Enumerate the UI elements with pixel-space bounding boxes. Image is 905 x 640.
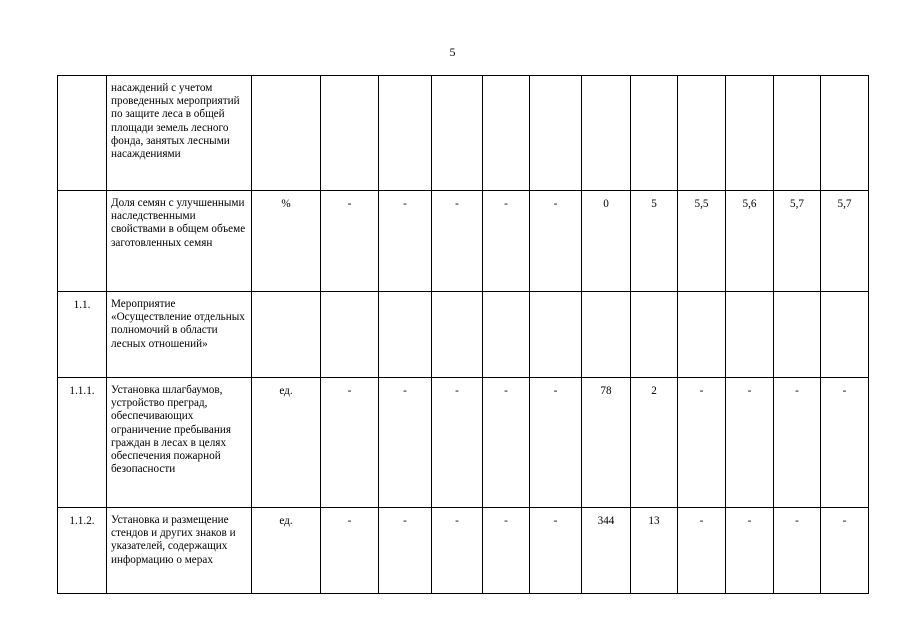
value-cell: 78 bbox=[582, 378, 631, 508]
value-cell: - bbox=[379, 508, 432, 594]
value-cell: - bbox=[774, 508, 821, 594]
value-cell bbox=[726, 76, 774, 191]
value-cell: - bbox=[379, 191, 432, 292]
row-number-cell: 1.1.1. bbox=[58, 378, 107, 508]
value-cell: 5,6 bbox=[726, 191, 774, 292]
value-cell: - bbox=[483, 378, 530, 508]
value-cell: - bbox=[483, 191, 530, 292]
value-cell bbox=[379, 76, 432, 191]
value-cell bbox=[582, 76, 631, 191]
value-cell bbox=[530, 292, 582, 378]
value-cell bbox=[631, 292, 678, 378]
value-cell bbox=[774, 76, 821, 191]
value-cell: 5,7 bbox=[774, 191, 821, 292]
value-cell: - bbox=[678, 378, 726, 508]
value-cell: - bbox=[432, 378, 483, 508]
value-cell: 5,7 bbox=[821, 191, 869, 292]
table-row bbox=[58, 378, 869, 508]
table-row bbox=[58, 76, 869, 191]
indicator-name-cell: насаждений с учетом проведенных мероприятий по защите леса в общей площади земель лесного фонда, занятых лесными насаждениями bbox=[107, 76, 252, 191]
value-cell bbox=[483, 76, 530, 191]
indicators-table bbox=[57, 75, 869, 594]
value-cell bbox=[631, 76, 678, 191]
value-cell bbox=[678, 292, 726, 378]
value-cell: - bbox=[530, 191, 582, 292]
indicator-name-cell: Мероприятие «Осуществление отдельных полномочий в области лесных отношений» bbox=[107, 292, 252, 378]
value-cell bbox=[678, 76, 726, 191]
value-cell: 13 bbox=[631, 508, 678, 594]
value-cell: 0 bbox=[582, 191, 631, 292]
row-number-cell bbox=[58, 76, 107, 191]
value-cell: - bbox=[678, 508, 726, 594]
row-number-cell: 1.1.2. bbox=[58, 508, 107, 594]
indicator-name-cell: Установка шлагбаумов, устройство преград, обеспечивающих ограничение пребывания граждан в лесах в целях обеспечения пожарной безопасности bbox=[107, 378, 252, 508]
row-number-cell bbox=[58, 191, 107, 292]
value-cell bbox=[483, 292, 530, 378]
value-cell: - bbox=[530, 508, 582, 594]
indicator-name-cell: Доля семян с улучшенными наследственными свойствами в общем объеме заготовленных семян bbox=[107, 191, 252, 292]
value-cell bbox=[774, 292, 821, 378]
unit-cell: % bbox=[252, 191, 321, 292]
indicator-name-cell: Установка и размещение стендов и других знаков и указателей, содержащих информацию о мерах bbox=[107, 508, 252, 594]
value-cell bbox=[821, 292, 869, 378]
value-cell: 5,5 bbox=[678, 191, 726, 292]
page-number: 5 bbox=[449, 45, 456, 59]
value-cell: - bbox=[774, 378, 821, 508]
value-cell bbox=[582, 292, 631, 378]
value-cell: - bbox=[432, 191, 483, 292]
value-cell: - bbox=[821, 378, 869, 508]
value-cell: - bbox=[530, 378, 582, 508]
value-cell: - bbox=[726, 508, 774, 594]
unit-cell: ед. bbox=[252, 378, 321, 508]
unit-cell bbox=[252, 292, 321, 378]
table-row bbox=[58, 292, 869, 378]
value-cell: - bbox=[321, 191, 379, 292]
value-cell: - bbox=[379, 378, 432, 508]
value-cell: - bbox=[432, 508, 483, 594]
value-cell: 5 bbox=[631, 191, 678, 292]
value-cell bbox=[726, 292, 774, 378]
unit-cell bbox=[252, 76, 321, 191]
value-cell: 2 bbox=[631, 378, 678, 508]
value-cell: - bbox=[321, 378, 379, 508]
value-cell bbox=[379, 292, 432, 378]
value-cell bbox=[821, 76, 869, 191]
unit-cell: ед. bbox=[252, 508, 321, 594]
value-cell bbox=[432, 76, 483, 191]
value-cell: - bbox=[321, 508, 379, 594]
value-cell bbox=[321, 292, 379, 378]
value-cell bbox=[432, 292, 483, 378]
value-cell: - bbox=[821, 508, 869, 594]
table-row bbox=[58, 191, 869, 292]
value-cell: 344 bbox=[582, 508, 631, 594]
row-number-cell: 1.1. bbox=[58, 292, 107, 378]
value-cell: - bbox=[483, 508, 530, 594]
value-cell bbox=[530, 76, 582, 191]
value-cell bbox=[321, 76, 379, 191]
table-row bbox=[58, 508, 869, 594]
value-cell: - bbox=[726, 378, 774, 508]
